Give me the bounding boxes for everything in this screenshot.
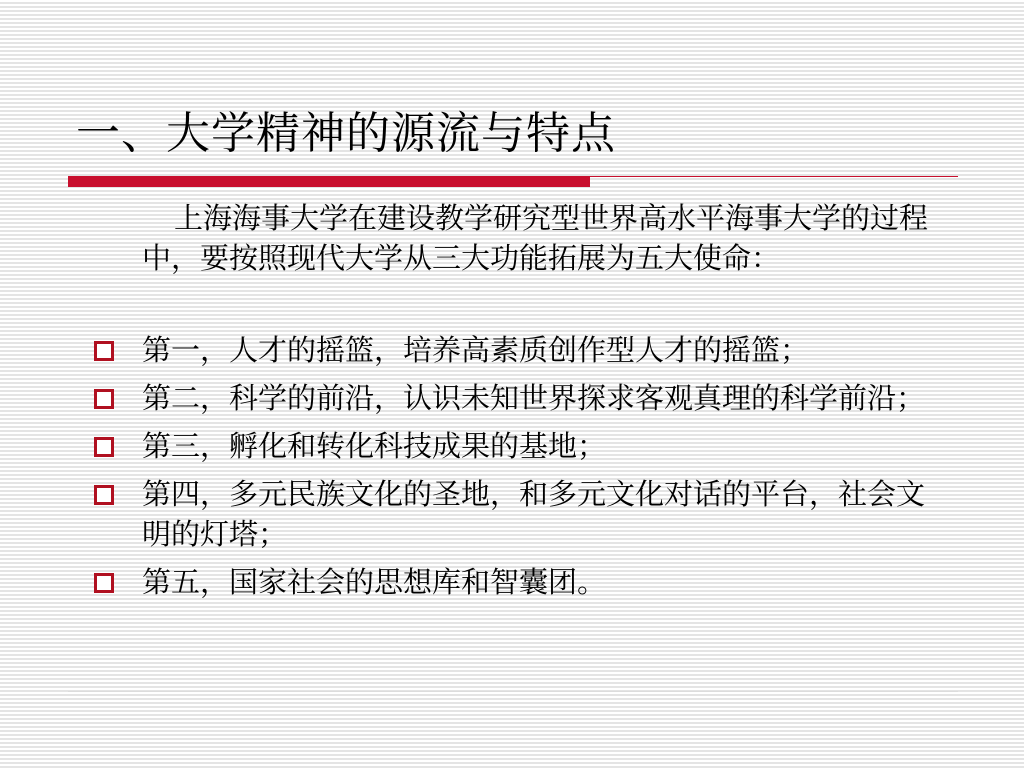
intro-paragraph: 上海海事大学在建设教学研究型世界高水平海事大学的过程中，要按照现代大学从三大功能拓展为五大使命： (142, 201, 929, 275)
slide-title: 一、大学精神的源流与特点 (76, 108, 616, 159)
hollow-square-bullet-icon (94, 341, 114, 361)
hollow-square-bullet-icon (94, 573, 114, 593)
list-item-text: 第一，人才的摇篮，培养高素质创作型人才的摇篮； (142, 333, 810, 367)
bottom-divider (68, 691, 958, 692)
list-item (90, 474, 950, 554)
mission-list (90, 330, 950, 610)
list-item-text: 第三，孵化和转化科技成果的基地； (142, 429, 607, 463)
list-item-text: 第二，科学的前沿，认识未知世界探求客观真理的科学前沿； (142, 381, 926, 415)
list-item (90, 426, 950, 466)
list-item (90, 330, 950, 370)
list-item-text: 第五，国家社会的思想库和智囊团。 (142, 565, 607, 599)
list-item (90, 378, 950, 418)
hollow-square-bullet-icon (94, 437, 114, 457)
title-underline-bar (68, 176, 590, 187)
hollow-square-bullet-icon (94, 389, 114, 409)
list-item (90, 562, 950, 602)
title-underline-line (590, 176, 958, 177)
hollow-square-bullet-icon (94, 485, 114, 505)
list-item-text: 第四，多元民族文化的圣地，和多元文化对话的平台，社会文明的灯塔； (142, 477, 926, 551)
